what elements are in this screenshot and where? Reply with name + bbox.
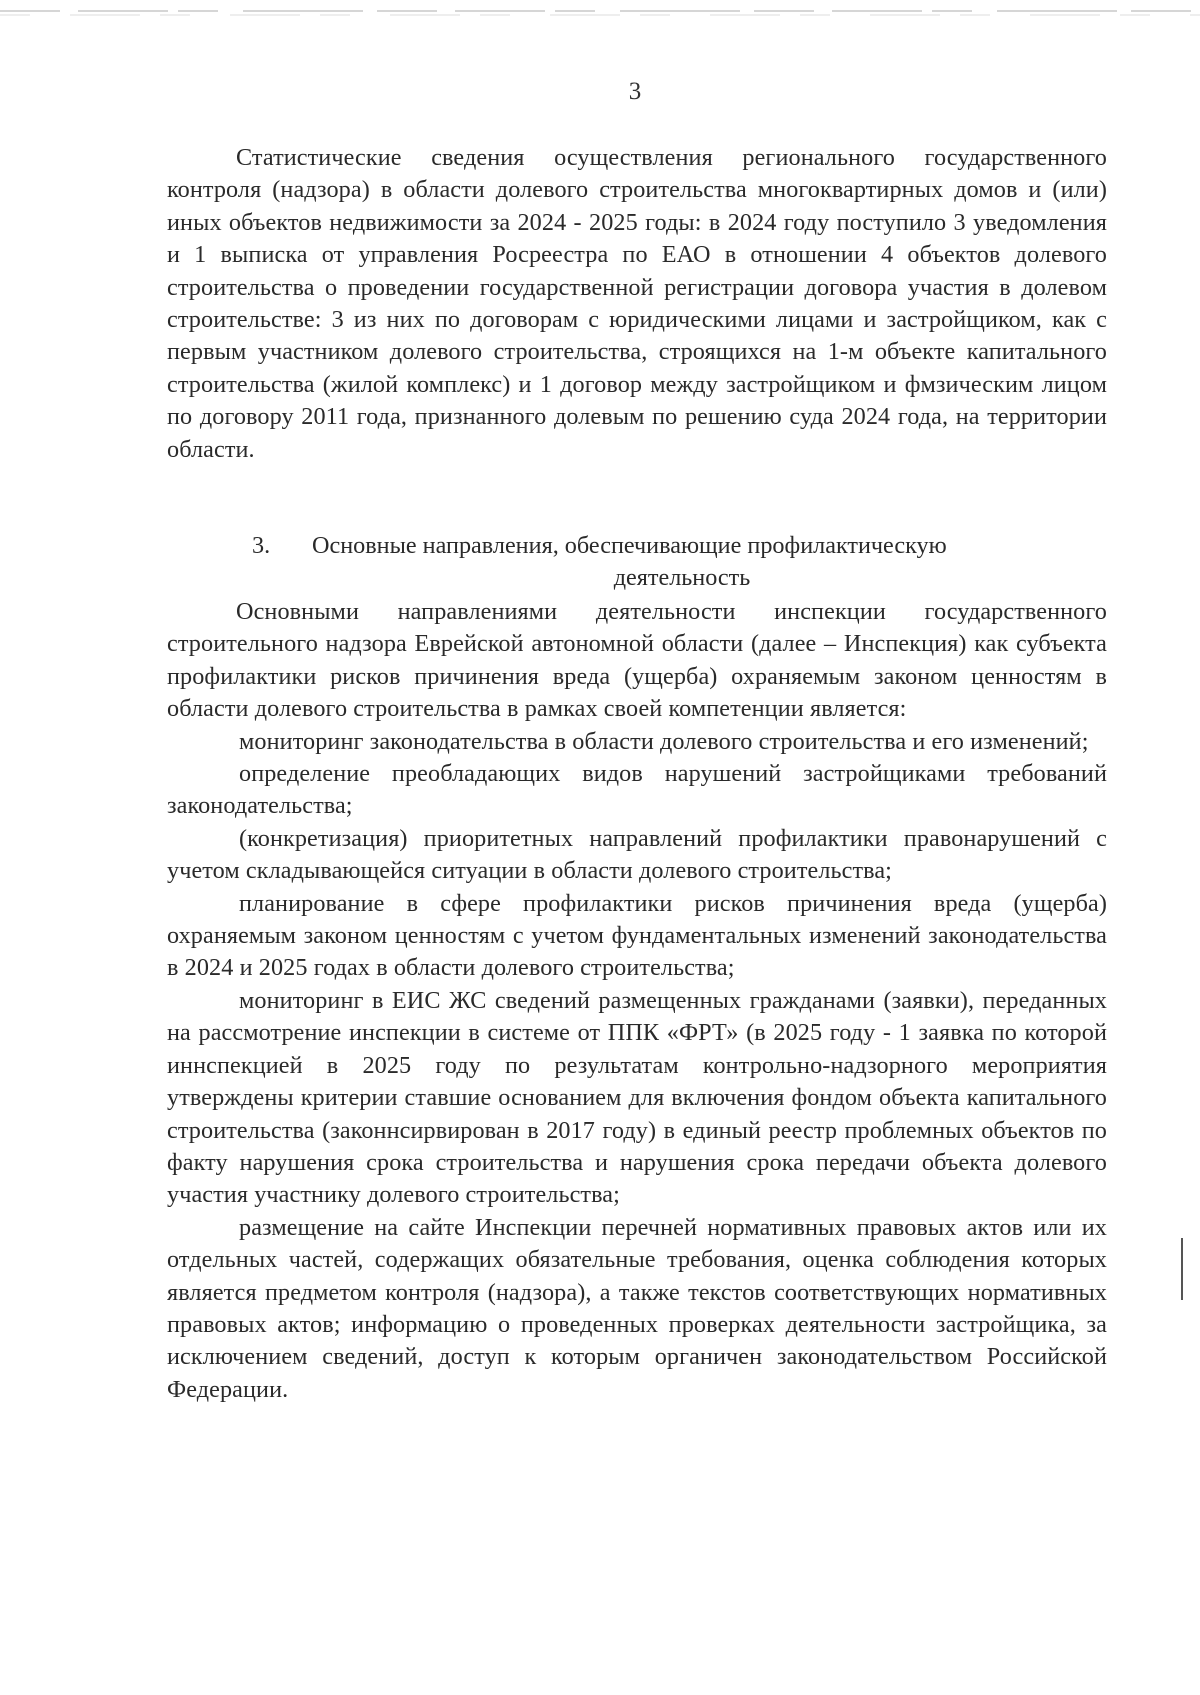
- page-number: 3: [628, 78, 642, 105]
- statistics-paragraph: Статистические сведения осуществления регионального государственного контроля (надзора) в области долевого строительства многоквартирных домов и (или) иных объектов недвижимости за 2024 - 2025 годы: в 2024 году поступило 3 уведомления и 1 выписка от управления Росреестра по ЕАО в отношении 4 объектов долевого строительства о проведении государственной регистрации договора участия в долевом строительстве: 3 из них по договорам с юридическими лицами и застройщиком, как с первым участником долевого строительства, строящихся на 1-м объекте капитального строительства (жилой комплекс) и 1 договор между застройщиком и фмзическим лицом по договору 2011 года, признанного долевым по решению суда 2024 года, на территории области.: [167, 144, 1107, 463]
- list-item: мониторинг в ЕИС ЖС сведений размещенных гражданами (заявки), переданных на рассмотрение инспекции в системе от ППК «ФРТ» (в 2025 году - 1 заявка по которой иннспекцией в 2025 году по результатам контрольно-надзорного мероприятия утверждены критерии ставшие основанием для включения фондом объекта капитального строительства (законнсирвирован в 2017 году) в единый реестр проблемных объектов по факту нарушения срока строительства и нарушения срока передачи объекта долевого участия участнику долевого строительства;: [167, 986, 1107, 1209]
- statistics-section: [167, 142, 1107, 466]
- section-title-line2: деятельность: [613, 564, 751, 591]
- section-title-line1: Основные направления, обеспечивающие профилактическую: [312, 532, 947, 559]
- scan-top-edge-artifact: [0, 6, 1200, 18]
- intro-paragraph: Основными направлениями деятельности инспекции государственного строительного надзора Еврейской автономной области (далее – Инспекция) как субъекта профилактики рисков причинения вреда (ущерба) охраняемым законом ценностям в области долевого строительства в рамках своей компетенции является:: [167, 598, 1107, 723]
- list-item: (конкретизация) приоритетных направлений профилактики правонарушений с учетом складывающейся ситуации в области долевого строительства;: [167, 824, 1107, 885]
- main-section: [167, 596, 1107, 1406]
- section-number: 3.: [252, 532, 271, 559]
- list-item: определение преобладающих видов нарушений застройщиками требований законодательства;: [167, 760, 1107, 820]
- scan-margin-mark-artifact: [1180, 1238, 1184, 1300]
- list-item: мониторинг законодательства в области долевого строительства и его изменений;: [239, 727, 1089, 755]
- list-item: размещение на сайте Инспекции перечней нормативных правовых актов или их отдельных частей, содержащих обязательные требования, оценка соблюдения которых является предметом контроля (надзора), а также текстов соответствующих нормативных правовых актов; информацию о проведенных проверках деятельности застройщика, за исключением сведений, доступ к которым органичен законодательством Российской Федерации.: [167, 1213, 1107, 1403]
- section-heading: [167, 530, 1107, 594]
- list-item: планирование в сфере профилактики рисков причинения вреда (ущерба) охраняемым законом ценностям с учетом фундаментальных изменений законодательства в 2024 и 2025 годах в области долевого строительства;: [167, 889, 1107, 982]
